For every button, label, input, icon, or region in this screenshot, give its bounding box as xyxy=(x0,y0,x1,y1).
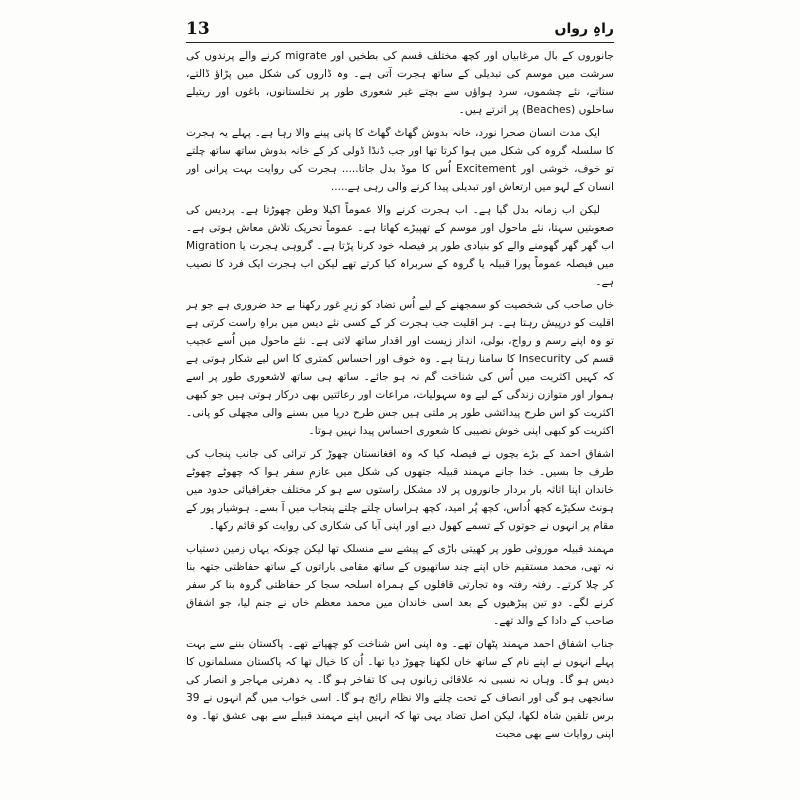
paragraph-6: مہمند قبیلہ موروثی طور پر کھیتی باڑی کے پیشے سے منسلک تھا لیکن چونکہ یہاں زمین دستیاب نہ تھی، محمد مستقیم خاں اپنے چند ساتھیوں کے ساتھ مقامی باراتوں کے ساتھ حفاظتی جتھہ بنا کر چلا کرتے۔ رفتہ رفتہ وہ تجارتی قافلوں کے ہمراہ اسلحہ سجا کر حفاظتی گروہ بنا کر سفر کرنے لگے۔ دو تین پیڑھیوں کے بعد اسی خاندان میں محمد معظم خاں نے جنم لیا، جو اشفاق صاحب کے دادا کے والد تھے۔ xyxy=(186,543,614,627)
paragraph-1: جانوروں کے بال مرغابیاں اور کچھ مختلف قسم کی بطخیں اور migrate کرنے والے پرندوں کی سرشت میں موسم کی تبدیلی کے ساتھ ہجرت آتی ہے۔ وہ ڈاروں کی شکل میں پڑاؤ ڈالتے، ستاتے، نئے چشموں، سرد ہواؤں سے بچتے غیر شعوری طور پر نخلستانوں، باغوں اور ریتیلے ساحلوں (Beaches) پر اترتے ہیں۔ xyxy=(186,50,614,116)
page-number: 13 xyxy=(186,19,210,39)
body-text xyxy=(186,47,614,787)
paragraph-5: اشفاق احمد کے بڑے بچوں نے فیصلہ کیا کہ وہ افغانستان چھوڑ کر ترائی کی جانب پنجاب کی طرف جا بسیں۔ خدا جانے مہمند قبیلہ جتھوں کی شکل میں عازمِ سفر ہوا کہ چھوٹے چھوٹے خاندان اپنا اثاثہ بار بردار جانوروں پر لاد مشکل راستوں سے ہو کر مختلف جغرافیائی حدود میں ہونٹ سکیڑے کچھ اُداس، کچھ پُر امید، کچھ ہراساں چلتے چلتے پنجاب میں آ بسے۔ ہوشیار پور کے مقام پر انہوں نے جوتوں کے تسمے کھول دیے اور اپنی آبا کی شکاری کی روایت کو قائم رکھا۔ xyxy=(186,448,614,532)
running-title: راہِ رواں xyxy=(554,21,614,37)
paragraph-7: جناب اشفاق احمد مہمند پٹھان تھے۔ وہ اپنی اس شناخت کو چھپاتے تھے۔ پاکستان بننے سے بہت پہلے انہوں نے اپنے نام کے ساتھ خاں لکھنا چھوڑ دیا تھا۔ اُن کا خیال تھا کہ پاکستان مسلمانوں کا دیس ہو گا۔ وہاں نہ نسبی نہ علاقائی زبانوں ہی کا تفاخر ہو گا۔ یہ دھرتی مہاجر و انصار کی سانجھی ہو گی اور انصاف کے تحت چلنے والا نظام رائج ہو گا۔ اسی خواب میں گم انہوں نے 39 برس تلقین شاہ لکھا، لیکن اصل تضاد یہی تھا کہ انہیں اپنے مہمند قبیلے سے بھی عشق تھا۔ وہ اپنی روایات سے بھی محبت xyxy=(186,638,614,740)
header-divider xyxy=(186,42,614,43)
paragraph-2: ایک مدت انسان صحرا نورد، خانہ بدوش گھاٹ گھاٹ کا پانی پینے والا رہا ہے۔ پہلے یہ ہجرت کا سلسلہ گروہ کی شکل میں ہوا کرتا تھا اور جب ڈنڈا ڈولی کر کے خانہ بدوش ساتھ ساتھ چلتے تو خوف، خوشی اور Excitement اُس کا موڈ بدل جاتا..... ہجرت کی روایت بہت پرانی اور انسان کے لہو میں ارتعاش اور تبدیلی پیدا کرنے والی رہی ہے..... xyxy=(186,127,614,193)
paragraph-3: لیکن اب زمانہ بدل گیا ہے۔ اب ہجرت کرنے والا عموماً اکیلا وطن چھوڑتا ہے۔ پردیس کی صعوبتیں سہتا، نئے ماحول اور موسم کے تھپیڑے کھاتا ہے۔ عموماً تحریک تلاش معاش ہوتی ہے۔ اب گھر گھر گھومنے والے کو بنیادی طور پر فیصلہ خود کرنا پڑتا ہے۔ گروہی ہجرت یا Migration میں فیصلہ عموماً پورا قبیلہ یا گروہ کے سربراہ کیا کرتے تھے لیکن اب ہجرت ایک فرد کا نصیب ہے۔ xyxy=(186,204,614,288)
paragraph-4: خاں صاحب کی شخصیت کو سمجھنے کے لیے اُس تضاد کو زیرِ غور رکھنا بے حد ضروری ہے جو ہر اقلیت کو درپیش رہتا ہے۔ ہر اقلیت جب ہجرت کر کے کسی نئے دیس میں براہِ راست کرتی ہے تو وہ اپنے رسم و رواج، بولی، انداز زیست اور اقدار ساتھ لاتی ہے۔ نئے ماحول میں اُسے عجیب قسم کی Insecurity کا سامنا رہتا ہے۔ وہ خوف اور احساس کمتری کا اس لیے شکار ہوتی ہے کہ کہیں اکثریت میں اُس کی شناخت گم نہ ہو جائے۔ ساتھ ہی ساتھ لاشعوری طور پر اسے ہموار اور متوازن زندگی کے لیے وہ سہولیات، مراعات اور رعائتیں بھی درکار ہوتی ہیں جو کبھی اکثریت کو اس طرح پیدائشی طور پر ملتی ہیں جس طرح دریا میں بسنے والی مچھلی کو پانی۔ اکثریت کو کبھی اپنی خوش نصیبی کا شعوری احساس پیدا نہیں ہوتا۔ xyxy=(186,299,614,437)
page-header xyxy=(186,18,614,40)
